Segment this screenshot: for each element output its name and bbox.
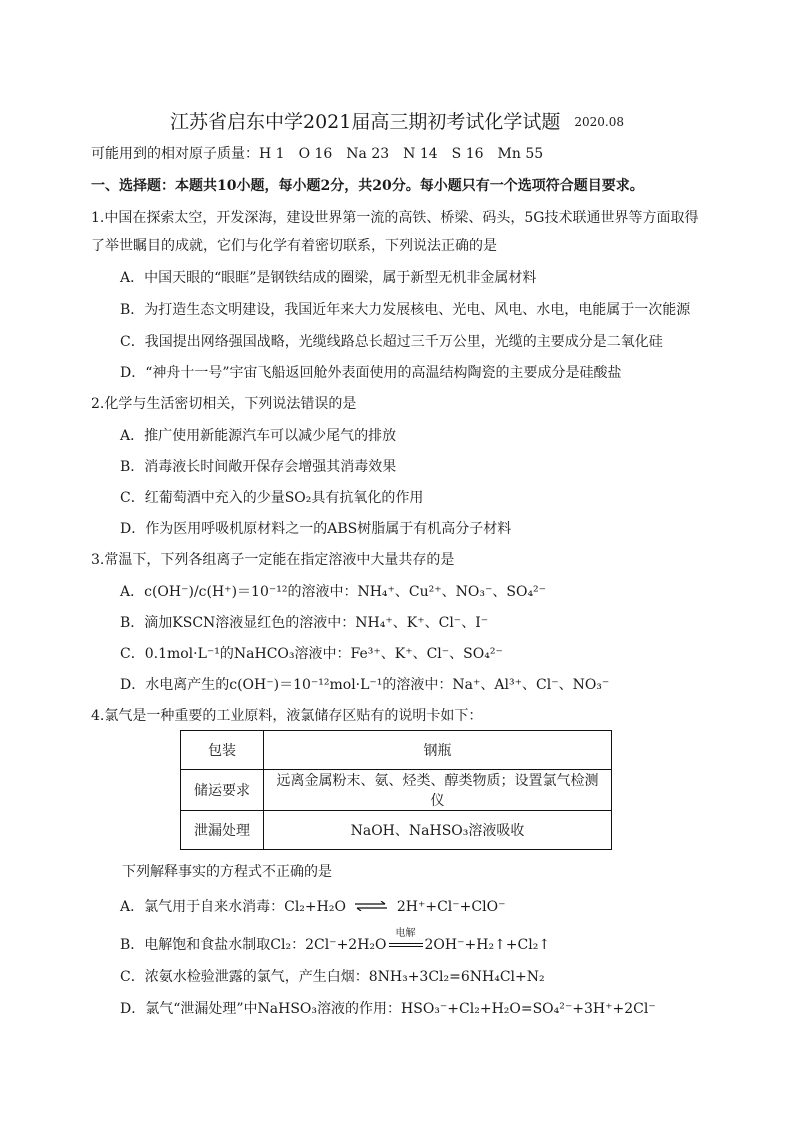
table-value: 远离金属粉末、氨、烃类、醇类物质；设置氯气检测仪 <box>264 770 612 811</box>
q2-option-a: A．推广使用新能源汽车可以减少尾气的排放 <box>120 428 397 444</box>
condition-label: 电解 <box>395 928 416 939</box>
q1-option-c: C．我国提出网络强国战略，光缆线路总长超过三千万公里，光缆的主要成分是二氧化硅 <box>120 334 663 350</box>
q4-b-left: B．电解饱和食盐水制取Cl₂：2Cl⁻+2H₂O <box>120 937 387 953</box>
q1-option-b: B．为打造生态文明建设，我国近年来大力发展核电、光电、风电、水电，电能属于一次能源 <box>120 302 691 318</box>
q4-option-d: D．氯气“泄漏处理”中NaHSO₃溶液的作用：HSO₃⁻+Cl₂+H₂O=SO₄²⁻+3H⁺+2Cl⁻ <box>120 1001 656 1017</box>
q4-option-b <box>120 928 551 955</box>
q4-prompt: 下列解释事实的方程式不正确的是 <box>122 864 332 880</box>
table-row <box>181 731 612 770</box>
q4-b-right: 2OH⁻+H₂↑+Cl₂↑ <box>424 937 551 953</box>
atomic-masses: 可能用到的相对原子质量：H 1 O 16 Na 23 N 14 S 16 Mn 55 <box>91 146 544 162</box>
table-key: 储运要求 <box>181 770 264 811</box>
q3-option-c: C．0.1mol·L⁻¹的NaHCO₃溶液中：Fe³⁺、K⁺、Cl⁻、SO₄²⁻ <box>120 646 503 662</box>
q2-stem: 2.化学与生活密切相关，下列说法错误的是 <box>91 396 357 412</box>
q3-option-a: A．c(OH⁻)/c(H⁺)＝10⁻¹²的溶液中：NH₄⁺、Cu²⁺、NO₃⁻、SO₄²⁻ <box>120 584 547 600</box>
q1-option-d: D．“神舟十一号”宇宙飞船返回舱外表面使用的高温结构陶瓷的主要成分是硅酸盐 <box>120 365 622 381</box>
q1-stem-line1: 1.中国在探索太空，开发深海，建设世界第一流的高铁、桥梁、码头，5G技术联通世界等方面取得 <box>91 210 699 226</box>
table-key: 包装 <box>181 731 264 770</box>
q2-option-b: B．消毒液长时间敞开保存会增强其消毒效果 <box>120 459 397 475</box>
reversible-arrow-icon <box>354 897 388 917</box>
q1-stem-line2: 了举世瞩目的成就，它们与化学有着密切联系，下列说法正确的是 <box>91 238 497 254</box>
exam-date: 2020.08 <box>574 115 624 129</box>
q3-stem: 3.常温下，下列各组离子一定能在指定溶液中大量共存的是 <box>91 552 455 568</box>
table-value: 钢瓶 <box>264 731 612 770</box>
section-heading: 一、选择题：本题共10小题，每小题2分，共20分。每小题只有一个选项符合题目要求。 <box>91 178 644 194</box>
q4-a-left: A．氯气用于自来水消毒：Cl₂+H₂O <box>120 899 346 915</box>
q1-option-a: A．中国天眼的“眼眶”是钢铁结成的圈梁，属于新型无机非金属材料 <box>120 270 537 286</box>
q4-option-a <box>120 897 505 917</box>
electrolysis-condition <box>387 928 425 955</box>
table-row <box>181 770 612 811</box>
table-row <box>181 811 612 850</box>
q2-option-d: D．作为医用呼吸机原材料之一的ABS树脂属于有机高分子材料 <box>120 521 512 537</box>
q2-option-c: C．红葡萄酒中充入的少量SO₂具有抗氧化的作用 <box>120 490 424 506</box>
exam-title <box>0 107 794 134</box>
q4-a-right: 2H⁺+Cl⁻+ClO⁻ <box>396 899 506 915</box>
table-key: 泄漏处理 <box>181 811 264 850</box>
title-text: 江苏省启东中学2021届高三期初考试化学试题 <box>170 111 561 133</box>
q4-option-c: C．浓氨水检验泄露的氯气，产生白烟：8NH₃+3Cl₂=6NH₄Cl+N₂ <box>120 969 545 985</box>
q3-option-b: B．滴加KSCN溶液显红色的溶液中：NH₄⁺、K⁺、Cl⁻、I⁻ <box>120 615 489 631</box>
q4-stem: 4.氯气是一种重要的工业原料，液氯储存区贴有的说明卡如下： <box>91 708 483 724</box>
table-value: NaOH、NaHSO₃溶液吸收 <box>264 811 612 850</box>
q3-option-d: D．水电离产生的c(OH⁻)＝10⁻¹²mol·L⁻¹的溶液中：Na⁺、Al³⁺、Cl⁻、NO₃⁻ <box>120 677 610 693</box>
chlorine-spec-table <box>180 730 612 850</box>
